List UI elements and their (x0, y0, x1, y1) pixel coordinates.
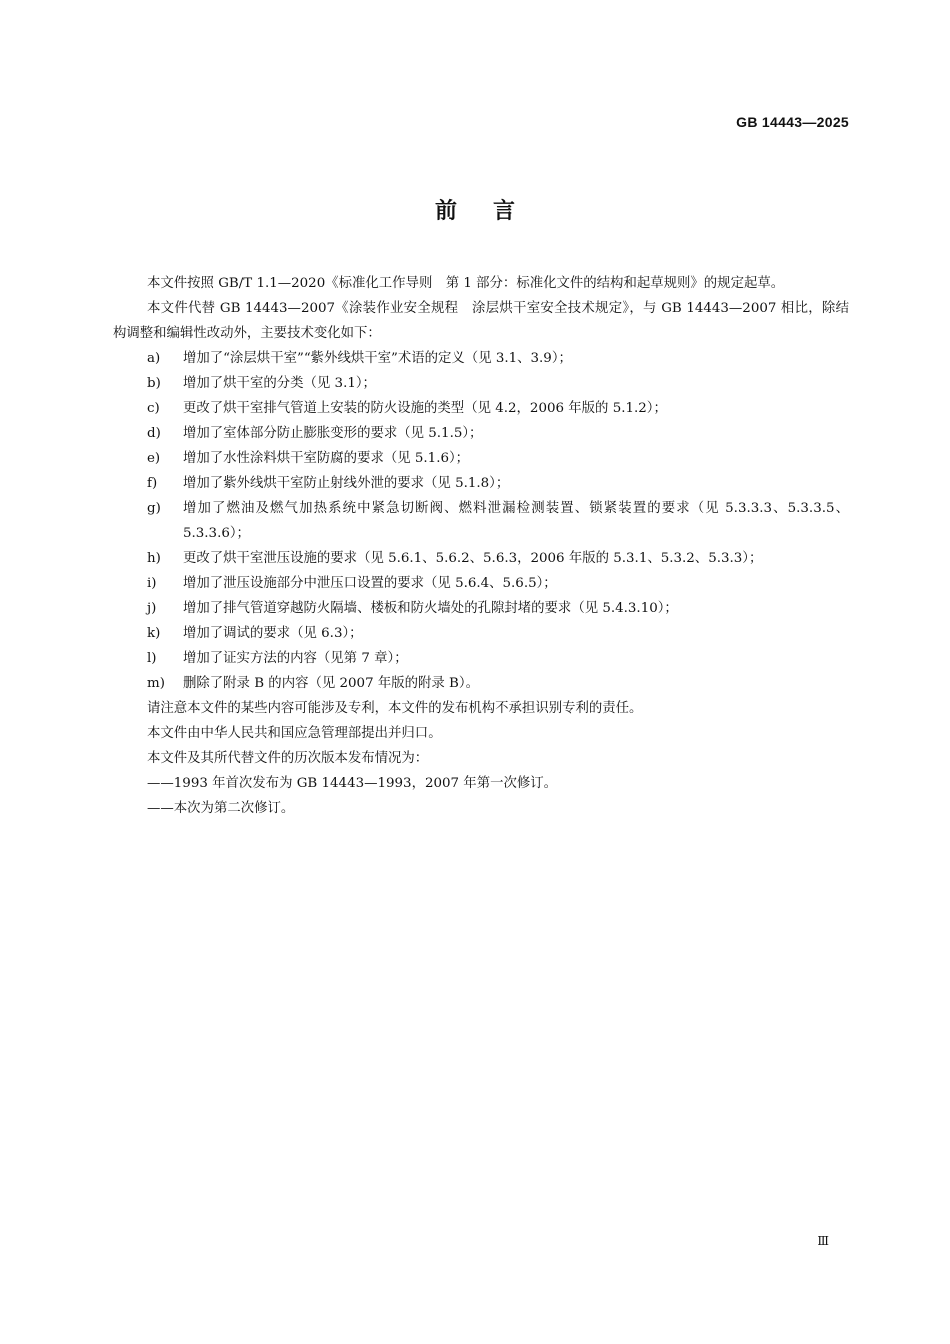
list-item-text: 增加了水性涂料烘干室防腐的要求（见 5.1.6）； (183, 451, 470, 466)
list-marker: l) (147, 651, 157, 666)
list-item (113, 421, 849, 446)
list-marker: a) (147, 351, 161, 366)
list-item-text: 增加了排气管道穿越防火隔墙、楼板和防火墙处的孔隙封堵的要求（见 5.4.3.10）； (183, 601, 678, 616)
list-item (113, 346, 849, 371)
list-marker: k) (147, 626, 161, 641)
list-marker: g) (147, 501, 161, 516)
history-item: ——1993 年首次发布为 GB 14443—1993，2007 年第一次修订。 (147, 776, 558, 791)
intro-paragraph: 本文件按照 GB/T 1.1—2020《标准化工作导则 第 1 部分：标准化文件的结构和起草规则》的规定起草。 (147, 276, 785, 291)
list-item (113, 471, 849, 496)
list-marker: c) (147, 401, 160, 416)
list-item-text: 增加了“涂层烘干室”“紫外线烘干室”术语的定义（见 3.1、3.9）； (183, 351, 572, 366)
list-marker: b) (147, 376, 161, 391)
list-item (113, 596, 849, 621)
list-marker: i) (147, 576, 157, 591)
list-item-text: 增加了紫外线烘干室防止射线外泄的要求（见 5.1.8）； (183, 476, 510, 491)
list-item-text: 增加了室体部分防止膨胀变形的要求（见 5.1.5）； (183, 426, 483, 441)
list-item-text: 增加了燃油及燃气加热系统中紧急切断阀、燃料泄漏检测装置、锁紧装置的要求（见 5.3.3.3、5.3.3.5、5.3.3.6）； (183, 501, 849, 541)
list-marker: h) (147, 551, 161, 566)
list-item (113, 396, 849, 421)
list-item-text: 更改了烘干室排气管道上安装的防火设施的类型（见 4.2，2006 年版的 5.1.2）； (183, 401, 667, 416)
list-marker: j) (147, 601, 157, 616)
list-item-text: 更改了烘干室泄压设施的要求（见 5.6.1、5.6.2、5.6.3，2006 年版的 5.3.1、5.3.2、5.3.3）； (183, 551, 763, 566)
list-item (113, 446, 849, 471)
history-item: ——本次为第二次修订。 (147, 801, 295, 816)
list-item (113, 546, 849, 571)
list-marker: f) (147, 476, 158, 491)
page-number: Ⅲ (817, 1234, 829, 1248)
standard-number-header: GB 14443—2025 (736, 114, 849, 130)
list-item-text: 增加了调试的要求（见 6.3）； (183, 626, 363, 641)
changes-list (113, 346, 849, 696)
proposer-paragraph: 本文件由中华人民共和国应急管理部提出并归口。 (147, 726, 442, 741)
patent-notice-paragraph: 请注意本文件的某些内容可能涉及专利，本文件的发布机构不承担识别专利的责任。 (147, 701, 643, 716)
page-title: 前言 (434, 199, 551, 224)
document-body (113, 271, 849, 821)
list-item (113, 671, 849, 696)
list-marker: m) (147, 676, 165, 691)
list-item (113, 496, 849, 546)
list-item (113, 371, 849, 396)
list-item-text: 删除了附录 B 的内容（见 2007 年版的附录 B）。 (183, 676, 479, 691)
list-item (113, 571, 849, 596)
list-item-text: 增加了烘干室的分类（见 3.1）； (183, 376, 376, 391)
intro-paragraph: 本文件代替 GB 14443—2007《涂装作业安全规程 涂层烘干室安全技术规定》，与 GB 14443—2007 相比，除结构调整和编辑性改动外，主要技术变化如下： (113, 301, 849, 341)
list-item-text: 增加了证实方法的内容（见第 7 章）； (183, 651, 408, 666)
list-marker: e) (147, 451, 161, 466)
history-heading-paragraph: 本文件及其所代替文件的历次版本发布情况为： (147, 751, 429, 766)
list-item-text: 增加了泄压设施部分中泄压口设置的要求（见 5.6.4、5.6.5）； (183, 576, 557, 591)
list-item (113, 646, 849, 671)
list-item (113, 621, 849, 646)
list-marker: d) (147, 426, 161, 441)
